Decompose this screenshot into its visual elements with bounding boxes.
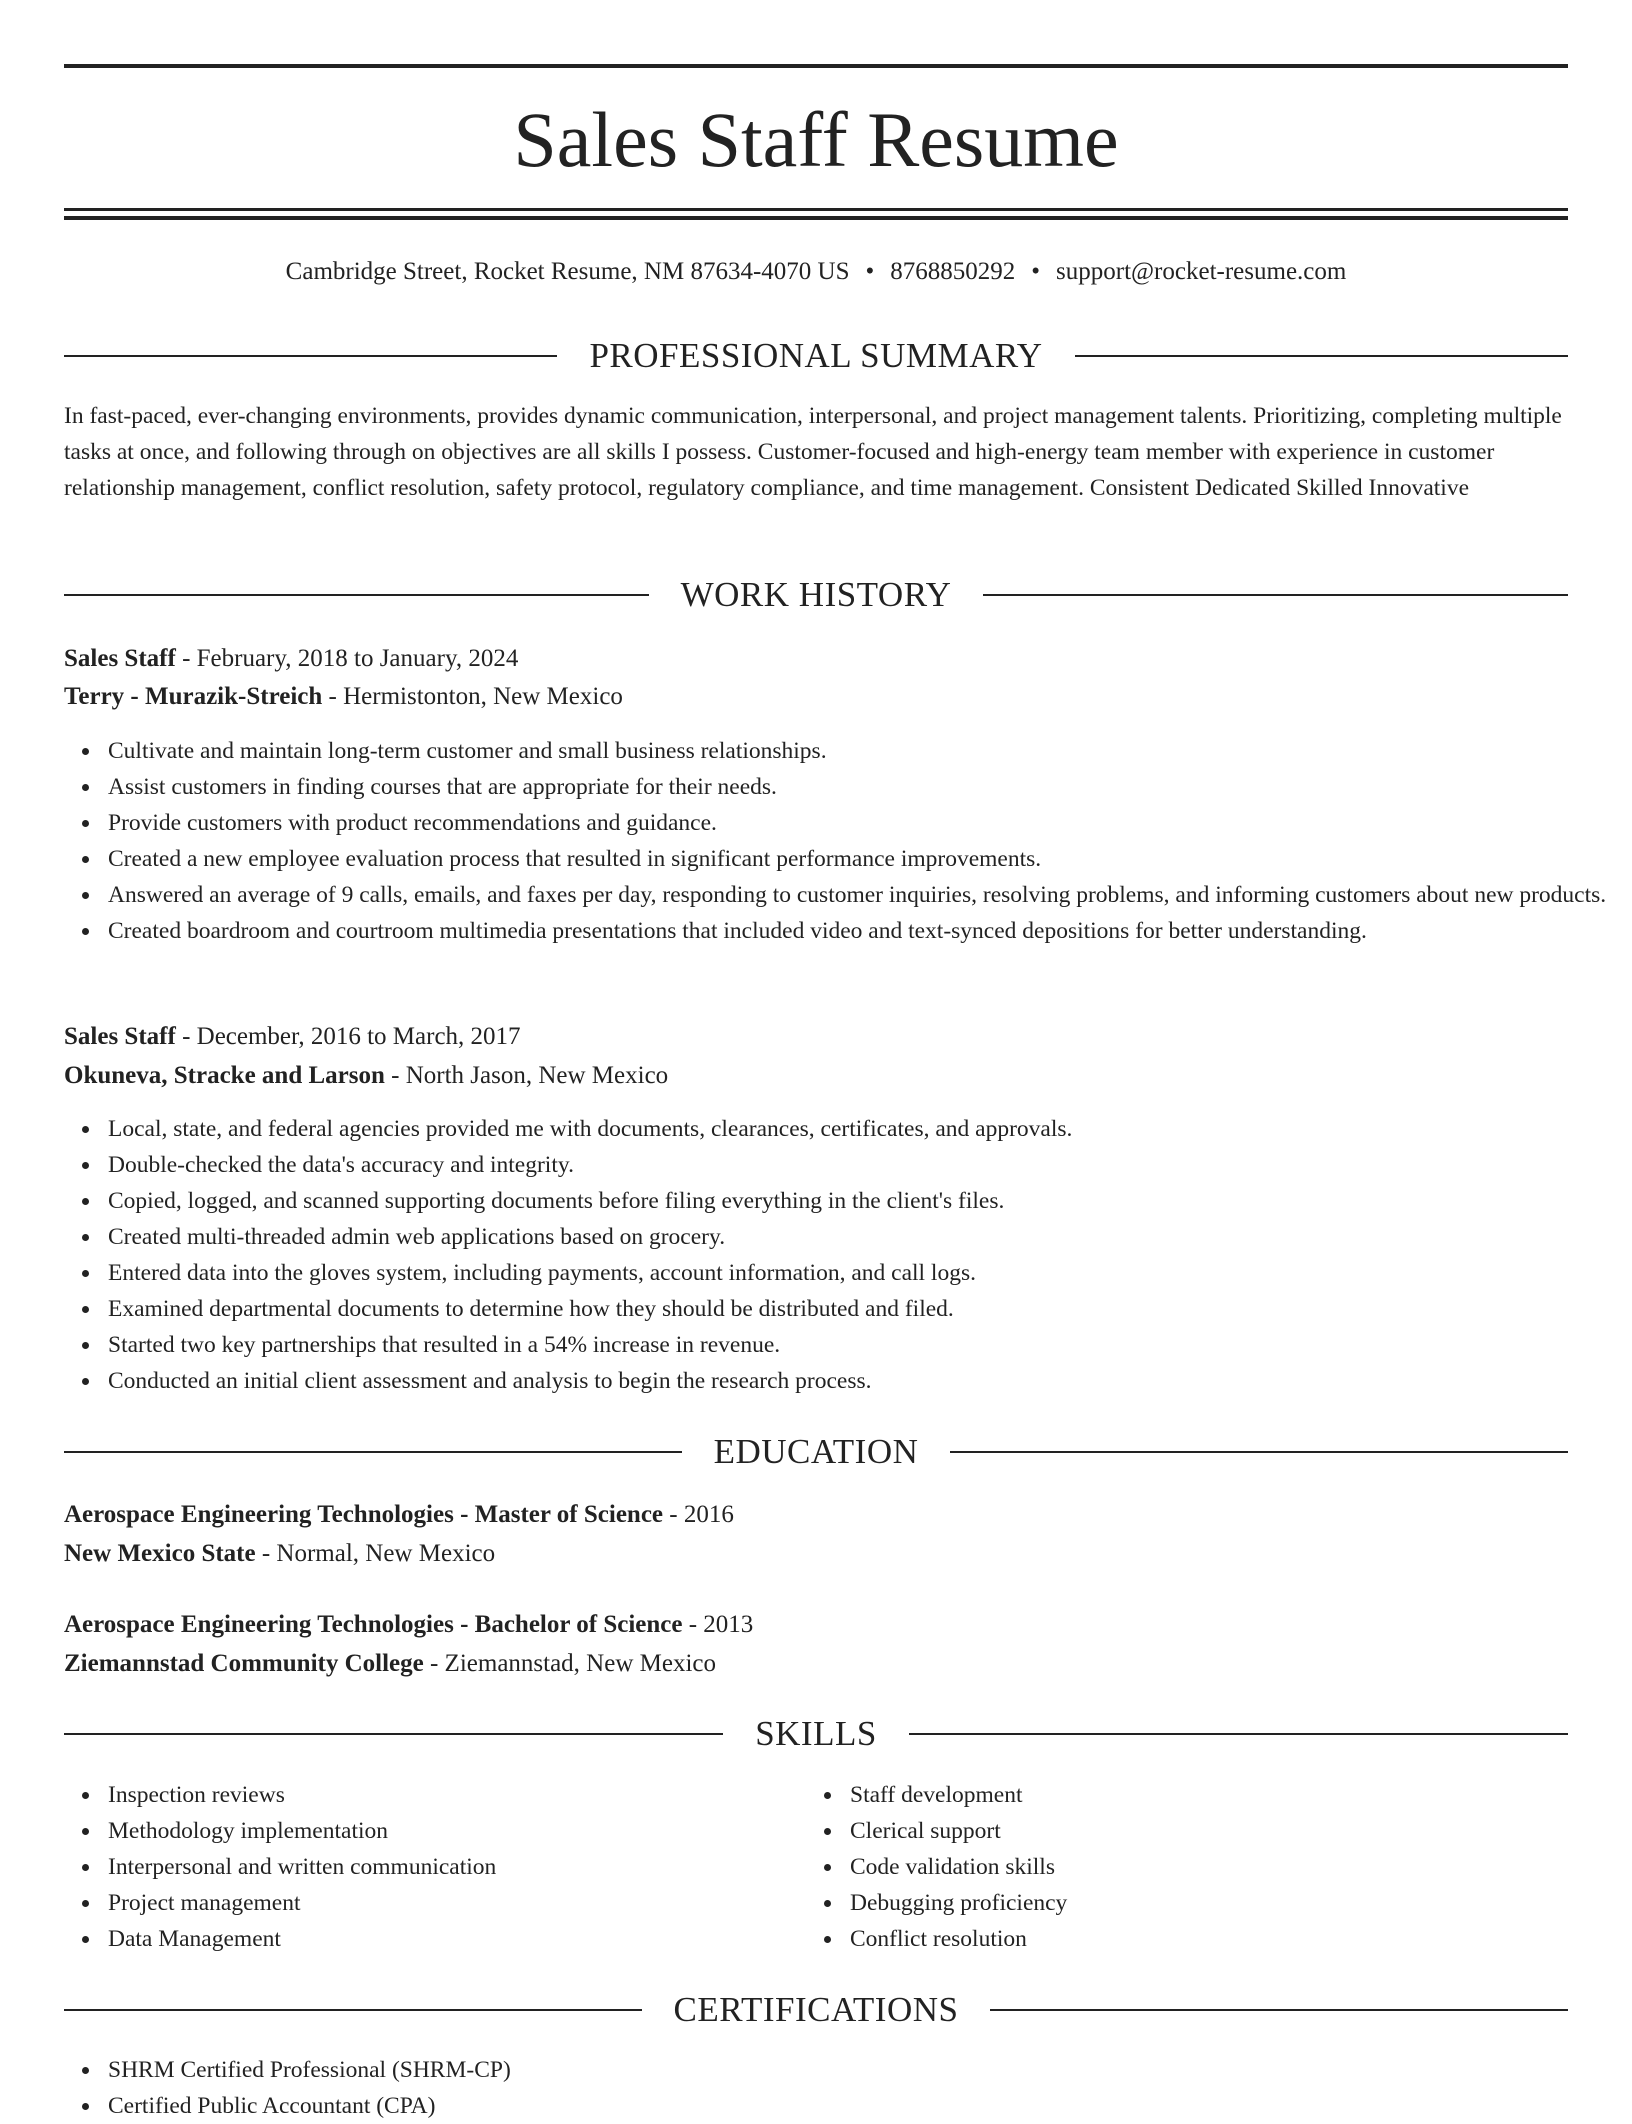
list-item: Started two key partnerships that resulted in a 54% increase in revenue. bbox=[108, 1327, 1612, 1363]
contact-separator: • bbox=[865, 258, 875, 285]
list-item: Created a new employee evaluation process that resulted in significant performance improvements. bbox=[108, 841, 1612, 877]
list-item: Provide customers with product recommendations and guidance. bbox=[108, 805, 1612, 841]
list-item: Created boardroom and courtroom multimedia presentations that included video and text-synced depositions for better understanding. bbox=[108, 913, 1612, 949]
section-title-work: WORK HISTORY bbox=[680, 575, 952, 614]
certifications-list bbox=[64, 2052, 1612, 2124]
education-degree: Aerospace Engineering Technologies - Master of Science bbox=[64, 1501, 664, 1528]
list-item: SHRM Certified Professional (SHRM-CP) bbox=[108, 2052, 1612, 2088]
education-degree-line bbox=[64, 1606, 1568, 1644]
section-rule-right bbox=[1075, 355, 1568, 357]
list-item: Entered data into the gloves system, including payments, account information, and call logs. bbox=[108, 1255, 1612, 1291]
education-school: New Mexico State bbox=[64, 1540, 256, 1567]
job-location: - Hermistonton, New Mexico bbox=[328, 683, 623, 710]
job-title-line bbox=[64, 640, 1568, 678]
title-rule-lower bbox=[64, 216, 1568, 220]
list-item: Copied, logged, and scanned supporting documents before filing everything in the client's files. bbox=[108, 1183, 1612, 1219]
list-item: Methodology implementation bbox=[108, 1813, 1612, 1849]
list-item: Local, state, and federal agencies provided me with documents, clearances, certificates, and approvals. bbox=[108, 1111, 1612, 1147]
list-item: Cultivate and maintain long-term customer and small business relationships. bbox=[108, 733, 1612, 769]
section-rule-right bbox=[990, 2009, 1568, 2011]
section-title-summary: PROFESSIONAL SUMMARY bbox=[589, 336, 1043, 375]
list-item: Conflict resolution bbox=[850, 1921, 1632, 1957]
list-item: Project management bbox=[108, 1885, 1612, 1921]
section-rule-left bbox=[64, 1733, 723, 1735]
list-item: Conducted an initial client assessment and analysis to begin the research process. bbox=[108, 1363, 1612, 1399]
education-school-line bbox=[64, 1535, 1568, 1573]
education-school: Ziemannstad Community College bbox=[64, 1650, 424, 1677]
job-location: - North Jason, New Mexico bbox=[391, 1062, 669, 1089]
section-title-education: EDUCATION bbox=[713, 1432, 919, 1471]
list-item: Code validation skills bbox=[850, 1849, 1632, 1885]
education-year: - 2013 bbox=[688, 1611, 754, 1638]
list-item: Staff development bbox=[850, 1777, 1632, 1813]
section-header-education bbox=[64, 1430, 1568, 1474]
section-title-certifications: CERTIFICATIONS bbox=[673, 1990, 959, 2029]
job-bullets bbox=[64, 733, 1612, 949]
section-rule-left bbox=[64, 1451, 682, 1453]
list-item: Certified Public Accountant (CPA) bbox=[108, 2088, 1612, 2124]
job-company-line bbox=[64, 1057, 1568, 1095]
job-dates: - February, 2018 to January, 2024 bbox=[182, 645, 519, 672]
list-item: Data Management bbox=[108, 1921, 1612, 1957]
job-company: Okuneva, Stracke and Larson bbox=[64, 1062, 385, 1089]
job-title: Sales Staff bbox=[64, 1023, 176, 1050]
summary-text: In fast-paced, ever-changing environments, provides dynamic communication, interpersonal, and project management talents. Prioritizing, completing multiple tasks at once, and following through on objectives are all skills I possess. Customer-focused and high-energy team member with experience in customer relationship management, conflict resolution, safety protocol, regulatory compliance, and time management. Consistent Dedicated Skilled Innovative bbox=[64, 403, 1562, 501]
list-item: Answered an average of 9 calls, emails, and faxes per day, responding to customer inquiries, resolving problems, and informing customers about new products. bbox=[108, 877, 1612, 913]
contact-separator: • bbox=[1031, 258, 1041, 285]
education-location: - Ziemannstad, New Mexico bbox=[429, 1650, 717, 1677]
job-title-line bbox=[64, 1018, 1568, 1056]
section-rule-right bbox=[983, 594, 1568, 596]
job-company-line bbox=[64, 678, 1568, 716]
skills-list-right bbox=[806, 1777, 1632, 1957]
section-header-work bbox=[64, 573, 1568, 617]
section-rule-left bbox=[64, 2009, 642, 2011]
job-bullets bbox=[64, 1111, 1612, 1399]
contact-address: Cambridge Street, Rocket Resume, NM 87634-4070 US bbox=[285, 258, 850, 285]
education-school-line bbox=[64, 1645, 1568, 1683]
section-rule-right bbox=[909, 1733, 1568, 1735]
contact-email: support@rocket-resume.com bbox=[1056, 258, 1347, 285]
section-title-skills: SKILLS bbox=[755, 1714, 877, 1753]
section-rule-left bbox=[64, 594, 649, 596]
section-header-summary bbox=[64, 334, 1568, 378]
list-item: Assist customers in finding courses that are appropriate for their needs. bbox=[108, 769, 1612, 805]
title-rule-upper bbox=[64, 208, 1568, 211]
education-degree: Aerospace Engineering Technologies - Bachelor of Science bbox=[64, 1611, 683, 1638]
contact-line bbox=[64, 254, 1568, 290]
section-header-skills bbox=[64, 1712, 1568, 1756]
resume-title: Sales Staff Resume bbox=[513, 96, 1119, 183]
job-title: Sales Staff bbox=[64, 645, 176, 672]
section-header-certifications bbox=[64, 1988, 1568, 2032]
top-rule bbox=[64, 64, 1568, 68]
section-rule-left bbox=[64, 355, 557, 357]
job-company: Terry - Murazik-Streich bbox=[64, 683, 323, 710]
education-location: - Normal, New Mexico bbox=[261, 1540, 496, 1567]
education-degree-line bbox=[64, 1496, 1568, 1534]
list-item: Clerical support bbox=[850, 1813, 1632, 1849]
list-item: Debugging proficiency bbox=[850, 1885, 1632, 1921]
contact-phone: 8768850292 bbox=[890, 258, 1016, 285]
job-dates: - December, 2016 to March, 2017 bbox=[182, 1023, 521, 1050]
list-item: Inspection reviews bbox=[108, 1777, 1612, 1813]
list-item: Created multi-threaded admin web applications based on grocery. bbox=[108, 1219, 1612, 1255]
list-item: Interpersonal and written communication bbox=[108, 1849, 1612, 1885]
list-item: Double-checked the data's accuracy and integrity. bbox=[108, 1147, 1612, 1183]
section-rule-right bbox=[950, 1451, 1568, 1453]
list-item: Examined departmental documents to determine how they should be distributed and filed. bbox=[108, 1291, 1612, 1327]
education-year: - 2016 bbox=[669, 1501, 734, 1528]
